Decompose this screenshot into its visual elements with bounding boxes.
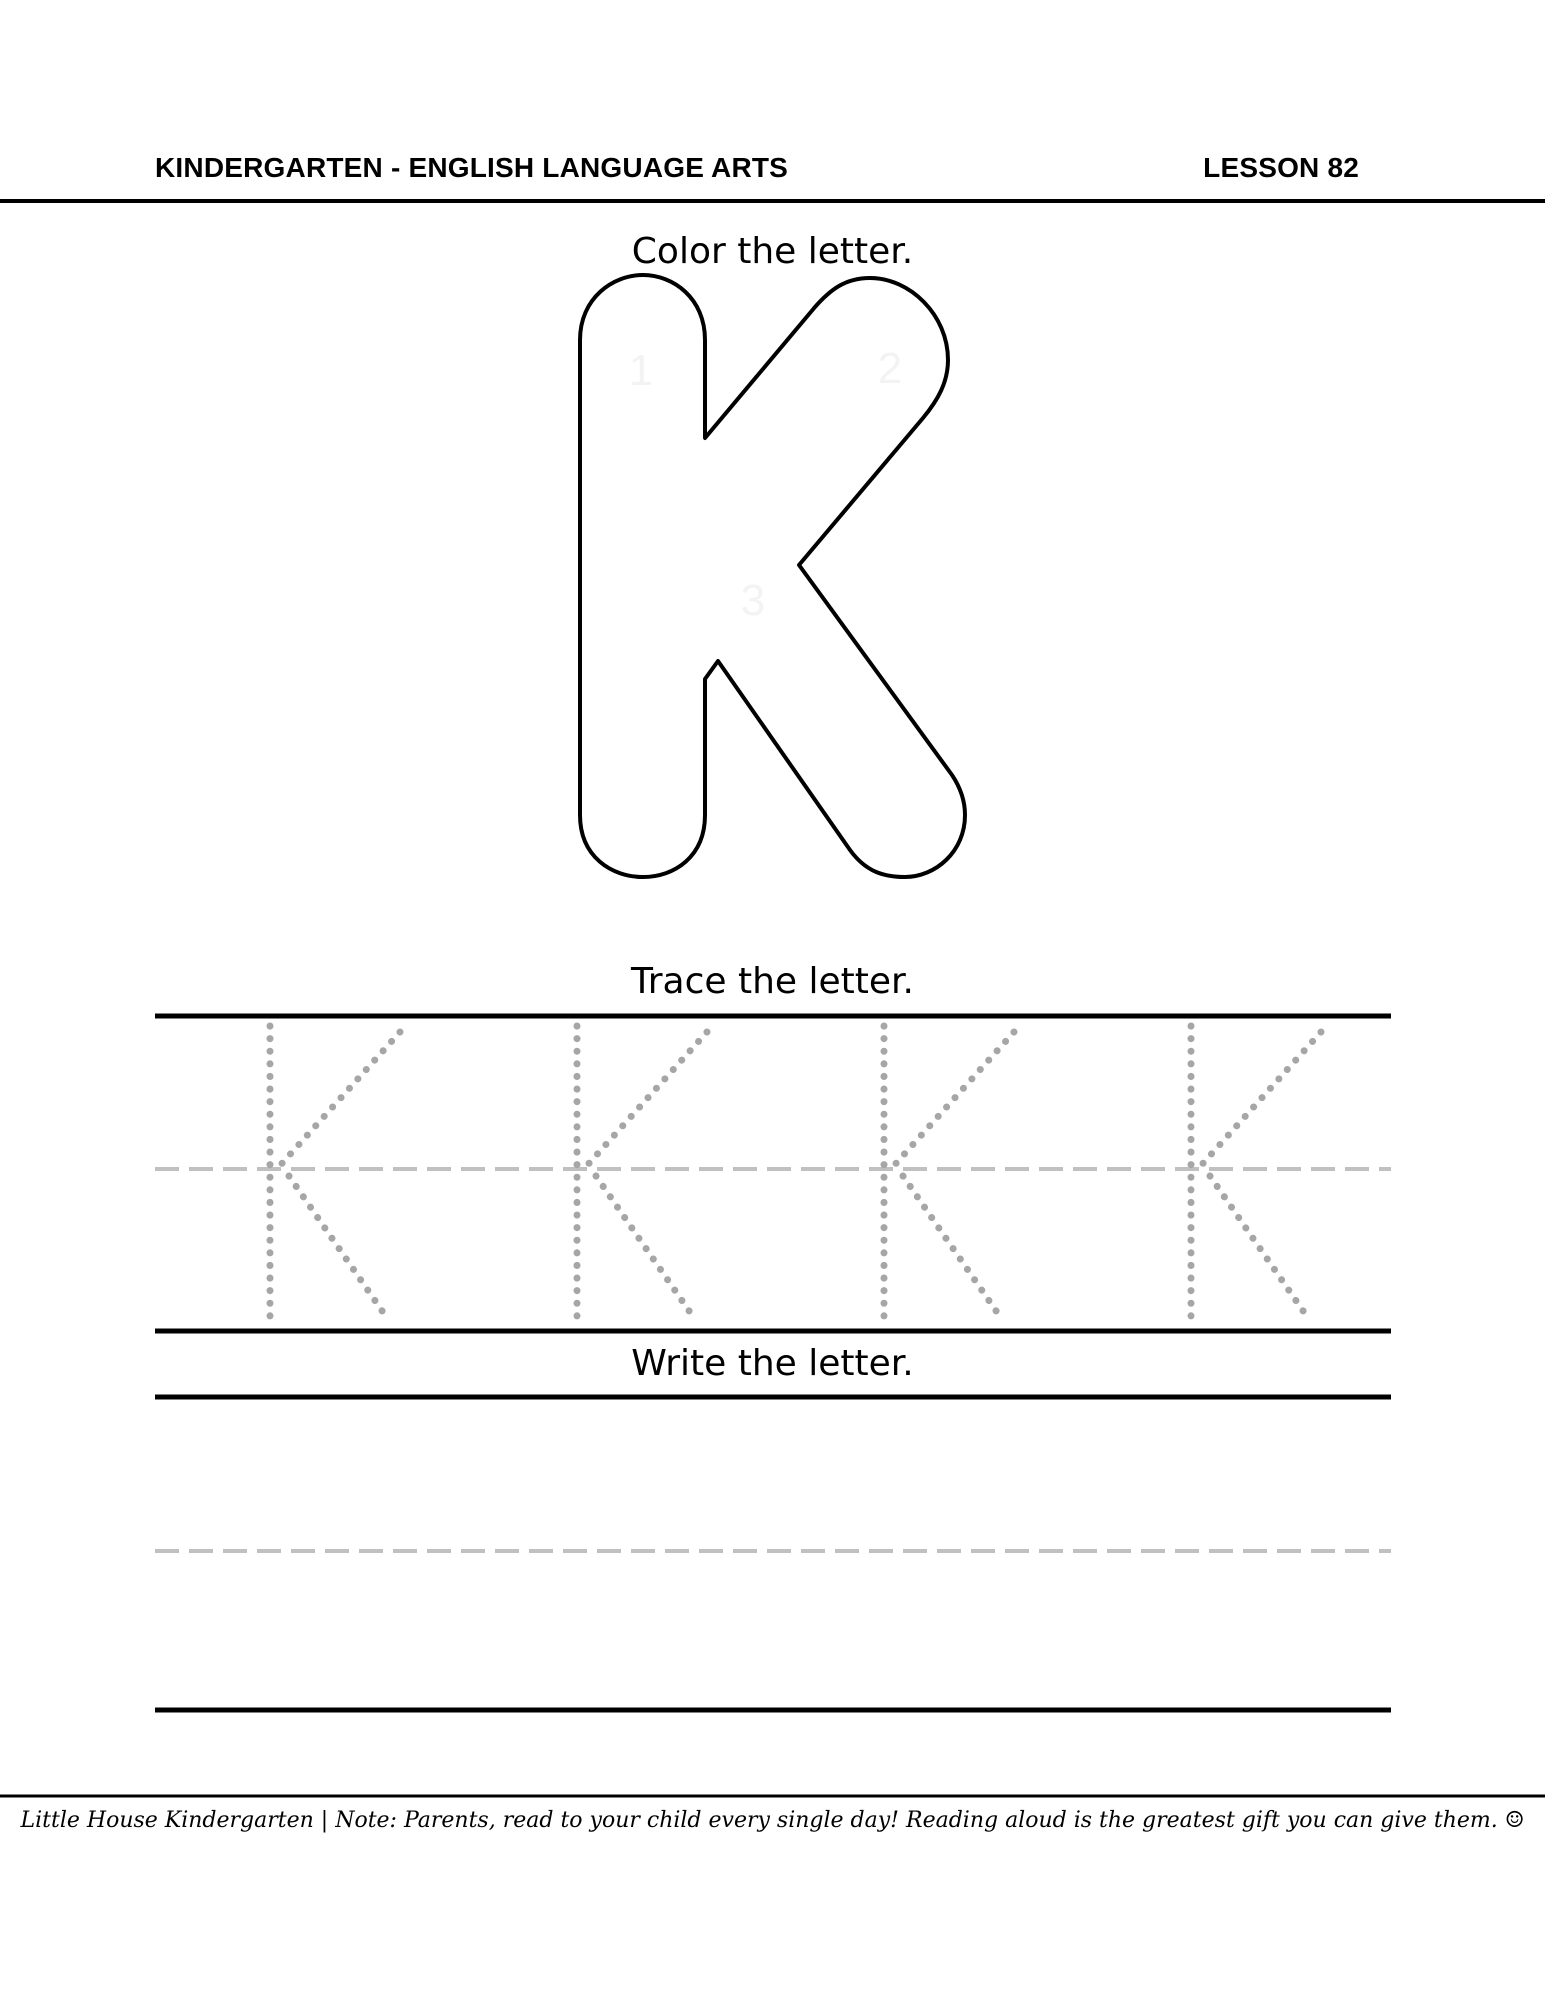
stroke-number-1: 1 [628, 346, 654, 395]
trace-letter-k-4 [1191, 1026, 1321, 1320]
write-instruction: Write the letter. [631, 1343, 914, 1384]
trace-letter-k-2 [577, 1026, 707, 1320]
subject-title: KINDERGARTEN - ENGLISH LANGUAGE ARTS [155, 152, 789, 183]
trace-letter-k-3 [884, 1026, 1014, 1320]
color-instruction: Color the letter. [631, 231, 914, 272]
stroke-number-3: 3 [740, 576, 766, 625]
trace-letter-k-1 [270, 1026, 400, 1320]
lesson-number: LESSON 82 [1203, 152, 1359, 183]
footer-note: Little House Kindergarten | Note: Parents, read to your child every single day! Reading aloud is the greatest gift you can give them. ☺ [20, 1808, 1525, 1833]
trace-instruction: Trace the letter. [631, 961, 914, 1002]
stroke-number-2: 2 [877, 344, 903, 393]
